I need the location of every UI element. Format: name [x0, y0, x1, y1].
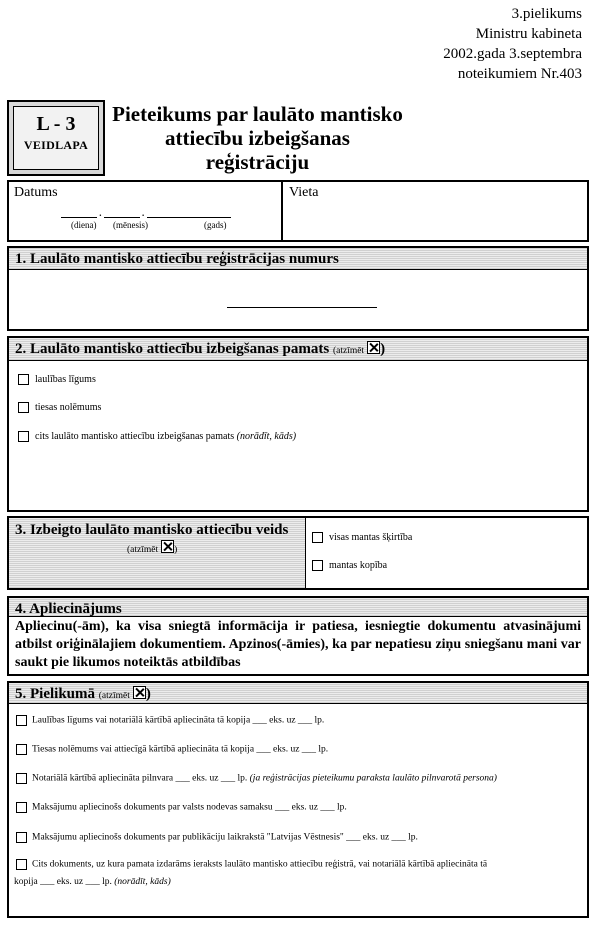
section-5 — [7, 681, 589, 918]
attachment-hint: (ja reģistrācijas pieteikumu paraksta laulāto pilnvarotā persona) — [249, 773, 497, 784]
attachment-text: Laulības līgums vai notariālā kārtībā apliecināta tā kopija ___ eks. uz ___ lp. — [32, 715, 325, 726]
section-3-note-wrap — [127, 540, 177, 555]
registration-number-field[interactable] — [227, 298, 377, 308]
date-place-box — [7, 180, 589, 242]
checkbox[interactable] — [16, 802, 27, 813]
attachment-text: Notariālā kārtībā apliecināta pilnvara ___ eks. uz ___ lp. — [32, 773, 248, 784]
section-5-title: 5. Pielikumā — [15, 686, 96, 702]
basis-option-marriage-contract[interactable] — [18, 374, 96, 385]
section-3-note: (atzīmēt — [127, 545, 159, 555]
month-field[interactable] — [104, 208, 140, 218]
section-3-heading: 3. Izbeigto laulāto mantisko attiecību veids — [15, 522, 289, 538]
attachment-item[interactable] — [16, 773, 497, 784]
attachment-text: Cits dokuments, uz kura pamata izdarāms ieraksts laulāto mantisko attiecību reģistrā, vai notariālā kārtībā apliecināta tā — [32, 859, 488, 870]
appendix-reference — [443, 4, 582, 84]
checkbox[interactable] — [18, 374, 29, 385]
attachment-item[interactable] — [16, 802, 347, 813]
type-option-separate[interactable] — [312, 532, 412, 543]
section-2 — [7, 336, 589, 512]
option-label: cits laulāto mantisko attiecību izbeigšanas pamats — [35, 431, 235, 442]
attachment-hint: (norādīt, kāds) — [114, 877, 171, 887]
checked-box-icon — [161, 540, 174, 553]
basis-option-court-ruling[interactable] — [18, 402, 101, 413]
basis-option-other[interactable] — [18, 431, 296, 442]
place-label[interactable]: Vieta — [289, 185, 319, 200]
checkbox[interactable] — [312, 532, 323, 543]
checkbox[interactable] — [16, 715, 27, 726]
type-option-joint[interactable] — [312, 560, 387, 571]
form-code-label: VEIDLAPA — [23, 138, 89, 152]
section-3 — [7, 516, 589, 590]
section-2-title: 2. Laulāto mantisko attiecību izbeigšanas pamats — [15, 341, 330, 357]
section-5-heading — [9, 683, 587, 704]
attachment-text: Maksājumu apliecinošs dokuments par publikāciju laikrakstā "Latvijas Vēstnesis" ___ eks. uz ___ lp. — [32, 832, 418, 843]
section-2-note: (atzīmēt — [332, 346, 365, 356]
section-2-note-end: ) — [380, 341, 386, 357]
checkbox[interactable] — [16, 859, 27, 870]
attachment-item[interactable] — [16, 744, 328, 755]
section-3-heading-area — [9, 518, 306, 588]
section-3-note-end: ) — [174, 545, 178, 555]
form-title — [110, 102, 405, 174]
certification-text: Apliecinu(-ām), ka visa sniegtā informācija ir patiesa, iesniegtie dokumentu atvasinājumi atbilst oriģinālajiem dokumentiem. Apzinos(-āmies), ka par nepatiesu ziņu sniegšanu mani var saukt pie likumos noteiktās atbildības — [15, 619, 581, 670]
month-caption: (mēnesis) — [113, 220, 148, 230]
year-caption: (gads) — [204, 220, 227, 230]
option-label: mantas kopība — [329, 560, 388, 571]
section-2-heading — [9, 338, 587, 361]
attachment-text: Maksājumu apliecinošs dokuments par valsts nodevas samaksu ___ eks. uz ___ lp. — [32, 802, 347, 813]
option-label: tiesas nolēmums — [35, 402, 102, 413]
section-4 — [7, 596, 589, 676]
appendix-line: noteikumiem Nr.403 — [457, 66, 582, 82]
day-field[interactable] — [61, 208, 97, 218]
year-field[interactable] — [147, 208, 231, 218]
form-code-box — [7, 100, 105, 176]
attachment-item-other[interactable] — [16, 859, 487, 870]
checkbox[interactable] — [16, 832, 27, 843]
appendix-line: 3.pielikums — [511, 6, 582, 22]
day-caption: (diena) — [71, 220, 97, 230]
section-5-note: (atzīmēt — [98, 691, 130, 701]
checked-box-icon — [367, 341, 380, 354]
attachment-item[interactable] — [16, 715, 324, 726]
appendix-line: 2002.gada 3.septembra — [443, 46, 582, 62]
option-label: visas mantas šķirtība — [329, 532, 413, 543]
checkbox[interactable] — [18, 431, 29, 442]
appendix-line: Ministru kabineta — [475, 26, 582, 42]
checkbox[interactable] — [16, 744, 27, 755]
date-label[interactable]: Datums — [14, 185, 58, 200]
form-code-inner — [13, 106, 99, 170]
checkbox[interactable] — [16, 773, 27, 784]
option-label: laulības līgums — [35, 374, 96, 385]
title-line: attiecību izbeigšanas — [165, 126, 350, 150]
title-line: reģistrāciju — [205, 150, 310, 174]
attachment-item-other-line2 — [14, 877, 171, 887]
date-field[interactable]: . . — [61, 208, 231, 218]
checked-box-icon — [133, 686, 146, 699]
checkbox[interactable] — [312, 560, 323, 571]
checkbox[interactable] — [18, 402, 29, 413]
attachment-item[interactable] — [16, 832, 418, 843]
attachment-text: kopija ___ eks. uz ___ lp. — [14, 877, 112, 887]
section-1 — [7, 246, 589, 331]
attachment-text: Tiesas nolēmums vai attiecīgā kārtībā apliecināta tā kopija ___ eks. uz ___ lp. — [32, 744, 329, 755]
option-hint: (norādīt, kāds) — [236, 431, 297, 442]
form-code: L - 3 — [36, 113, 76, 135]
section-4-heading: 4. Apliecinājums — [9, 598, 587, 617]
divider — [281, 182, 283, 240]
section-5-note-end: ) — [145, 686, 151, 702]
section-1-heading: 1. Laulāto mantisko attiecību reģistrācijas numurs — [9, 248, 587, 270]
title-line: Pieteikums par laulāto mantisko — [112, 102, 403, 126]
